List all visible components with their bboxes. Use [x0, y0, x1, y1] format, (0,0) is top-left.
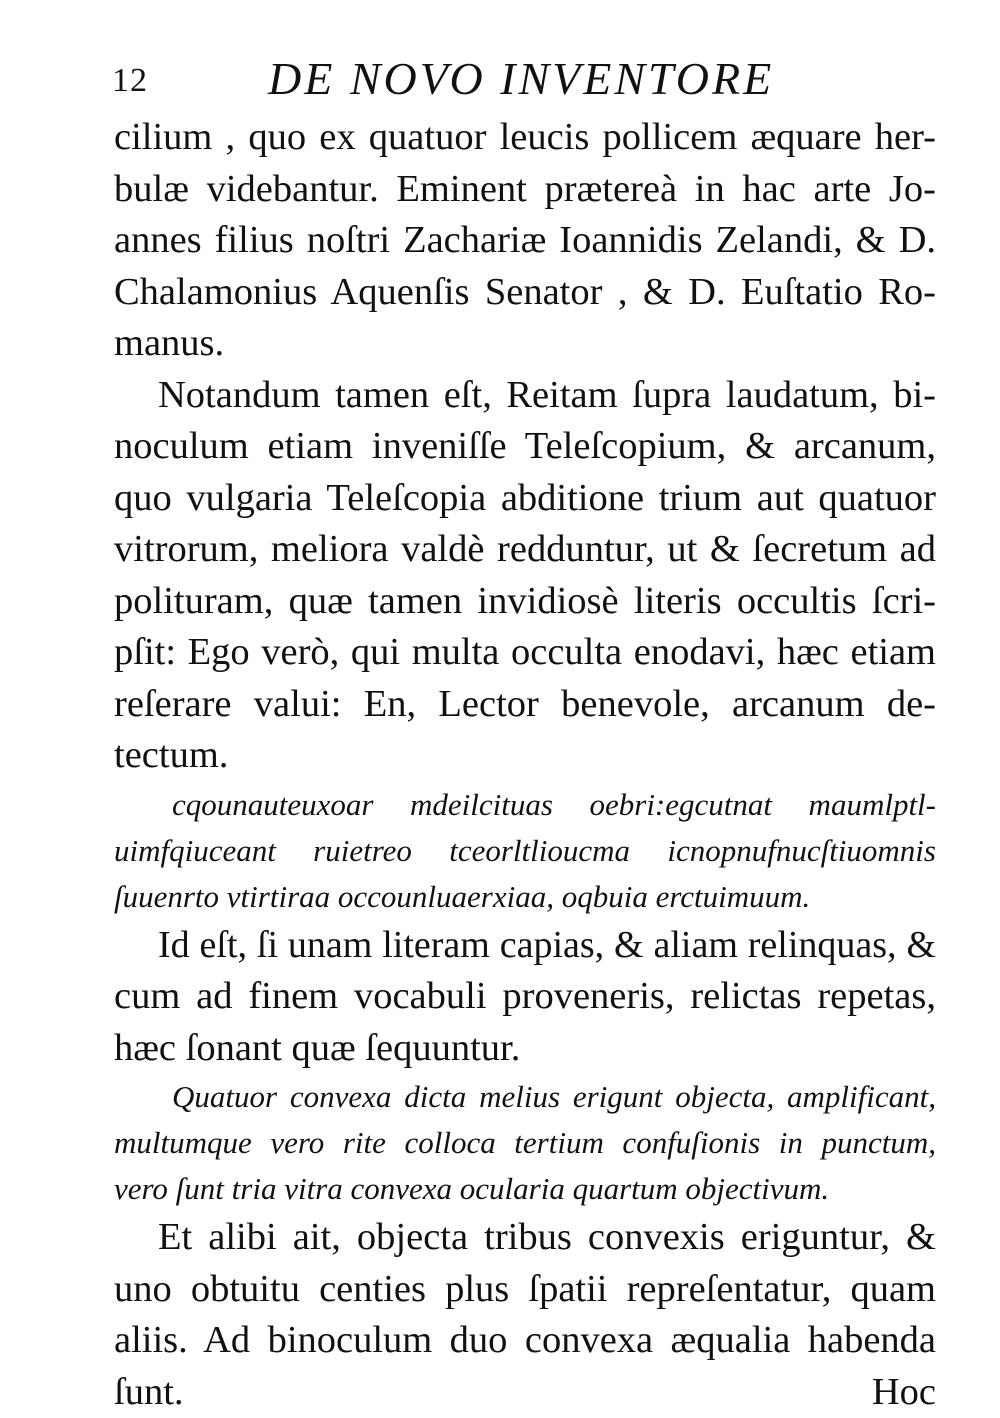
- text-line: Chalamonius Aquenſis Senator , & D. Euſtatio Ro-: [114, 267, 936, 319]
- text-line: reſerare valui: En, Lector benevole, arcanum de-: [114, 679, 936, 731]
- text-line: vitrorum, meliora valdè redduntur, ut & ſecretum ad: [114, 524, 936, 576]
- cipher-line: cqounauteuxoar mdeilcituas oebri:egcutnat maumlptl-: [114, 782, 936, 828]
- paragraph-2: [114, 370, 936, 782]
- text-line: noculum etiam inveniſſe Teleſcopium, & arcanum,: [114, 421, 936, 473]
- text-line: Notandum tamen eſt, Reitam ſupra laudatum, bi-: [114, 370, 936, 422]
- catchword: Hoc: [872, 1367, 936, 1418]
- text-line: Id eſt, ſi unam literam capias, & aliam relinquas, &: [114, 920, 936, 972]
- cipher-line: uimfqiuceant ruietreo tceorltlioucma icnopnufnucſtiuomnis: [114, 828, 936, 874]
- decoded-text: [114, 1074, 936, 1212]
- body-text: [114, 112, 936, 1418]
- text-line: aliis. Ad binoculum duo convexa æqualia habenda: [114, 1315, 936, 1367]
- running-title: DE NOVO INVENTORE: [268, 52, 774, 105]
- text-line: quo vulgaria Teleſcopia abditione trium aut quatuor: [114, 473, 936, 525]
- paragraph-4: [114, 1212, 936, 1418]
- text-line: uno obtuitu centies plus ſpatii repreſentatur, quam: [114, 1264, 936, 1316]
- page-header: [112, 52, 942, 108]
- page-number: 12: [112, 62, 148, 100]
- text-line: polituram, quæ tamen invidiosè literis occultis ſcri-: [114, 576, 936, 628]
- cipher-line: ſuuenrto vtirtiraa occounluaerxiaa, oqbuia erctuimuum.: [114, 874, 936, 920]
- text-line: Et alibi ait, objecta tribus convexis eriguntur, &: [114, 1212, 936, 1264]
- text-line: tectum.: [114, 730, 936, 782]
- text-line: cilium , quo ex quatuor leucis pollicem æquare her-: [114, 112, 936, 164]
- text-line: pſit: Ego verò, qui multa occulta enodavi, hæc etiam: [114, 627, 936, 679]
- decoded-line: vero ſunt tria vitra convexa ocularia quartum objectivum.: [114, 1166, 936, 1212]
- cipher-text: [114, 782, 936, 920]
- text-line: cum ad finem vocabuli proveneris, relictas repetas,: [114, 971, 936, 1023]
- text-line: bulæ videbantur. Eminent prætereà in hac arte Jo-: [114, 164, 936, 216]
- decoded-line: multumque vero rite colloca tertium confuſionis in punctum,: [114, 1120, 936, 1166]
- final-line: [114, 1367, 936, 1418]
- text-line: hæc ſonant quæ ſequuntur.: [114, 1023, 936, 1075]
- text-line: manus.: [114, 318, 936, 370]
- decoded-line: Quatuor convexa dicta melius erigunt objecta, amplificant,: [114, 1074, 936, 1120]
- paragraph-1: [114, 112, 936, 370]
- final-line-text: ſunt.: [114, 1367, 184, 1418]
- text-line: annes filius noſtri Zachariæ Ioannidis Zelandi, & D.: [114, 215, 936, 267]
- paragraph-3: [114, 920, 936, 1075]
